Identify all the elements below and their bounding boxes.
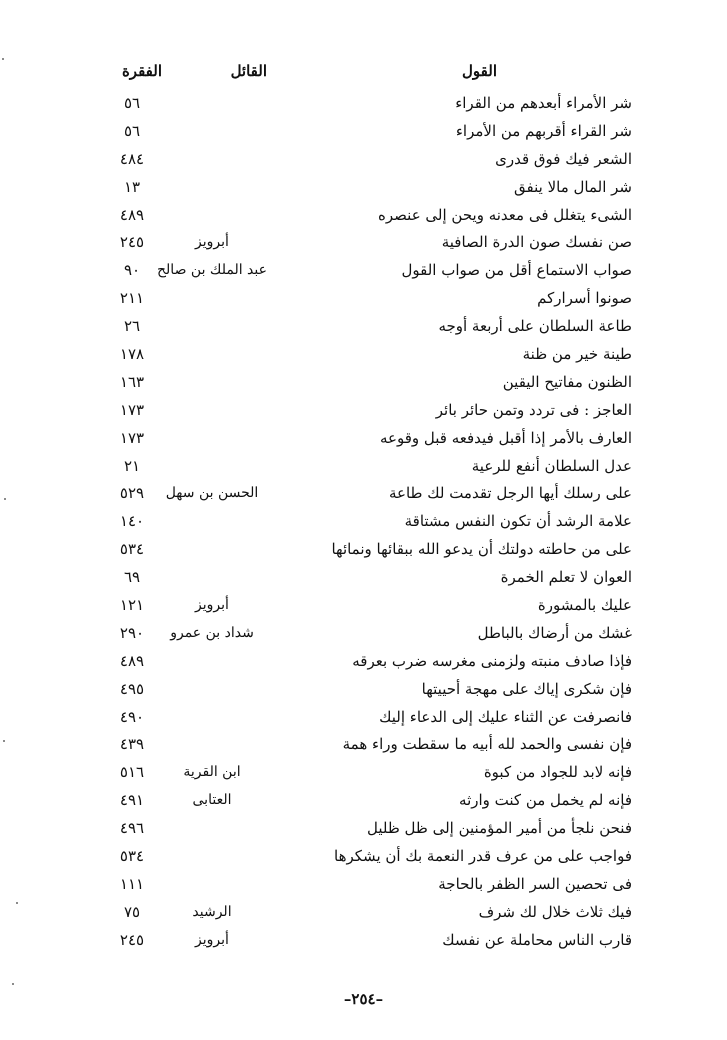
paragraph-number: ٥٦ <box>123 94 141 112</box>
quote-text: فإنه لابد للجواد من كبوة <box>483 763 632 782</box>
quote-text: الشىء يتغلل فى معدنه ويحن إلى عنصره <box>378 205 632 224</box>
table-row <box>0 369 727 397</box>
quotes-table <box>0 90 727 955</box>
paragraph-number: ٢٤٥ <box>119 233 145 252</box>
page-number: –٢٥٤– <box>343 990 384 1008</box>
table-row <box>0 341 727 369</box>
header-speaker: القائل <box>230 62 267 80</box>
speaker-name: أبرويز <box>195 234 229 251</box>
quote-text: فإن نفسى والحمد لله أبيه ما سقطت وراء همة <box>342 735 632 754</box>
scan-speck <box>2 58 4 60</box>
quote-text: على رسلك أيها الرجل تقدمت لك طاعة <box>388 484 632 503</box>
quote-text: العارف بالأمر إذا أقبل فيدفعه قبل وقوعه <box>379 428 632 447</box>
quote-text: فى تحصين السر الظفر بالحاجة <box>438 874 632 893</box>
scan-speck <box>3 740 5 742</box>
table-row <box>0 146 727 174</box>
paragraph-number: ١٦٣ <box>119 372 145 391</box>
quote-text: فواجب على من عرف قدر النعمة بك أن يشكرها <box>334 847 632 866</box>
table-row <box>0 899 727 927</box>
table-row <box>0 731 727 759</box>
paragraph-number: ١٧٣ <box>119 428 145 447</box>
quote-text: فانصرفت عن الثناء عليك إلى الدعاء إليك <box>379 707 632 726</box>
table-row <box>0 480 727 508</box>
paragraph-number: ٤٨٩ <box>119 205 145 224</box>
quote-text: الظنون مفاتيح اليقين <box>502 372 632 391</box>
quote-text: فإنه لم يخمل من كنت وارثه <box>459 791 632 810</box>
table-row <box>0 564 727 592</box>
scan-speck <box>16 902 18 904</box>
paragraph-number: ٢١ <box>123 456 141 475</box>
quote-text: صن نفسك صون الدرة الصافية <box>441 233 632 252</box>
speaker-name: شداد بن عمرو <box>170 624 254 641</box>
table-header <box>0 62 727 88</box>
paragraph-number: ٤٣٩ <box>119 735 145 754</box>
table-row <box>0 704 727 732</box>
paragraph-number: ٢٦ <box>123 317 141 336</box>
paragraph-number: ١٢١ <box>119 596 145 615</box>
quote-text: فإن شكرى إياك على مهجة أحييتها <box>421 679 632 698</box>
paragraph-number: ٦٩ <box>123 568 141 587</box>
paragraph-number: ١٧٨ <box>119 345 145 364</box>
table-row <box>0 592 727 620</box>
paragraph-number: ٥٢٩ <box>119 484 145 503</box>
table-row <box>0 676 727 704</box>
table-row <box>0 759 727 787</box>
table-row <box>0 843 727 871</box>
quote-text: عليك بالمشورة <box>537 596 632 615</box>
table-row <box>0 787 727 815</box>
paragraph-number: ٤٩٦ <box>119 819 145 838</box>
paragraph-number: ٤٩٥ <box>119 679 145 698</box>
speaker-name: الحسن بن سهل <box>165 485 259 502</box>
table-row <box>0 397 727 425</box>
table-row <box>0 229 727 257</box>
paragraph-number: ٥٦ <box>123 121 141 140</box>
scan-speck <box>12 983 14 985</box>
quote-text: طينة خير من ظنة <box>522 345 632 364</box>
scan-speck <box>4 498 6 500</box>
speaker-name: أبرويز <box>195 597 229 614</box>
table-row <box>0 648 727 676</box>
header-quote: القول <box>462 62 497 80</box>
paragraph-number: ١٣ <box>123 177 141 196</box>
quote-text: فنحن نلجأ من أمير المؤمنين إلى ظل ظليل <box>366 819 632 838</box>
speaker-name: العتابى <box>192 792 232 809</box>
quote-text: شر المال مالا ينفق <box>514 177 632 196</box>
table-row <box>0 815 727 843</box>
table-row <box>0 285 727 313</box>
paragraph-number: ٥١٦ <box>119 763 145 782</box>
paragraph-number: ٥٣٤ <box>119 540 145 559</box>
table-row <box>0 508 727 536</box>
quote-text: شر الأمراء أبعدهم من القراء <box>455 94 632 112</box>
quote-text: فإذا صادف منبته ولزمنى مغرسه ضرب بعرقه <box>352 651 632 670</box>
paragraph-number: ٤٨٩ <box>119 651 145 670</box>
table-row <box>0 174 727 202</box>
table-row <box>0 927 727 955</box>
paragraph-number: ٢٤٥ <box>119 930 145 949</box>
paragraph-number: ٢١١ <box>119 289 145 308</box>
table-row <box>0 536 727 564</box>
header-paragraph: الفقرة <box>121 62 162 80</box>
speaker-name: عبد الملك بن صالح <box>157 262 267 279</box>
speaker-name: الرشيد <box>192 903 232 920</box>
paragraph-number: ٤٩١ <box>119 791 145 810</box>
quote-text: العوان لا تعلم الخمرة <box>500 568 632 587</box>
table-row <box>0 620 727 648</box>
quote-text: طاعة السلطان على أربعة أوجه <box>438 317 632 336</box>
table-row <box>0 453 727 481</box>
table-row <box>0 257 727 285</box>
quote-text: شر القراء أقربهم من الأمراء <box>455 121 632 140</box>
table-row <box>0 90 727 118</box>
table-row <box>0 118 727 146</box>
paragraph-number: ٤٨٤ <box>119 149 145 168</box>
paragraph-number: ٥٣٤ <box>119 847 145 866</box>
paragraph-number: ١٧٣ <box>119 400 145 419</box>
paragraph-number: ١٤٠ <box>119 512 145 531</box>
quote-text: صونوا أسراركم <box>537 289 632 308</box>
quote-text: الشعر فيك فوق قدرى <box>495 149 632 168</box>
quote-text: على من حاطته دولتك أن يدعو الله ببقائها ونمائها <box>331 540 632 559</box>
quote-text: فيك ثلاث خلال لك شرف <box>478 902 632 921</box>
speaker-name: ابن القرية <box>183 764 241 781</box>
paragraph-number: ٩٠ <box>123 261 141 280</box>
paragraph-number: ٤٩٠ <box>119 707 145 726</box>
paragraph-number: ٢٩٠ <box>119 623 145 642</box>
paragraph-number: ١١١ <box>119 874 145 893</box>
table-row <box>0 313 727 341</box>
speaker-name: أبرويز <box>195 931 229 948</box>
table-row <box>0 871 727 899</box>
quote-text: غشك من أرضاك بالباطل <box>477 623 632 642</box>
quote-text: عدل السلطان أنفع للرعية <box>471 456 632 475</box>
paragraph-number: ٧٥ <box>123 902 141 921</box>
quote-text: صواب الاستماع أقل من صواب القول <box>401 261 632 280</box>
quote-text: علامة الرشد أن تكون النفس مشتاقة <box>404 512 632 531</box>
quote-text: قارب الناس محاملة عن نفسك <box>442 930 632 949</box>
table-row <box>0 202 727 230</box>
table-row <box>0 425 727 453</box>
quote-text: العاجز : فى تردد وتمن حائر بائر <box>435 400 632 419</box>
